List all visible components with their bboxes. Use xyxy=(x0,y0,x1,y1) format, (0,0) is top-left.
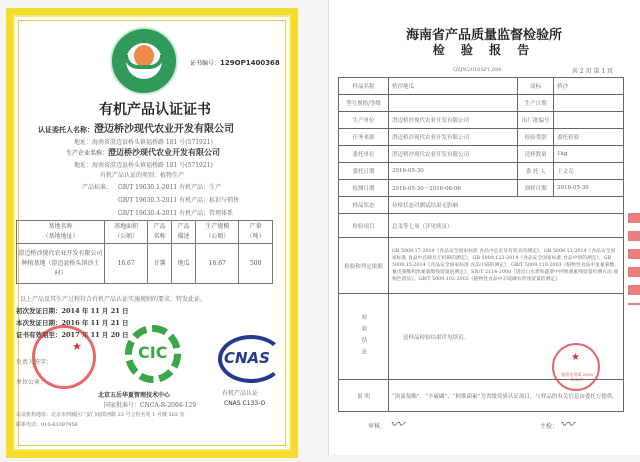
table-header: 产品 名称 xyxy=(148,221,172,244)
row-value: 澄迈桥沙现代农业开发有限公司 xyxy=(389,146,518,163)
row-label: 检验类别 xyxy=(518,129,554,146)
star-icon: ★ xyxy=(571,352,580,363)
table-header: 基地面积 （公顷） xyxy=(105,221,148,244)
row-label: 委托单位 xyxy=(339,146,389,163)
reviewer-signature: 〰 xyxy=(390,417,404,433)
row-label: 到样日期 xyxy=(518,180,554,197)
row-value: 2016-05-30 xyxy=(389,163,518,180)
table-header: 生产规模 （公顷） xyxy=(196,221,239,244)
this-issue-date: 本次发证日期：2016 年 11 月 21 日 xyxy=(16,319,129,327)
row-label: 委托日期 xyxy=(339,163,389,180)
standard: GB/T 19630.3-2011 有机产品：标识与销售 xyxy=(118,197,240,204)
cic-logo-text: CIC xyxy=(138,343,168,362)
row-value: 澄迈桥沙现代农业开发有限公司 xyxy=(389,129,518,146)
standard-label: 产品标准： xyxy=(82,184,113,191)
address-2: 地址：海南省澄迈县桥头镇福桥路 181 号(571921) xyxy=(74,162,213,169)
valid-until: 证书有效期至：2017 年 11 月 20 日 xyxy=(16,331,129,339)
star-icon: ★ xyxy=(72,340,82,353)
statement: 以上产品及其生产过程符合有机产品认证实施规则的要求，特发此证。 xyxy=(20,296,207,303)
items-value: 总汞等七项（详见续页） xyxy=(389,214,624,238)
report-org: 海南省产品质量监督检验所 xyxy=(405,28,562,43)
standard: GB/T 19630.1-2011 有机产品：生产 xyxy=(118,184,222,191)
row-label: 送样数量 xyxy=(518,146,554,163)
approver-signature: 〰 xyxy=(560,417,574,433)
table-cell: 地瓜 xyxy=(172,244,196,284)
cert-number xyxy=(190,58,280,67)
row-value: 委托检验 xyxy=(554,129,624,146)
inspection-seal xyxy=(552,343,600,391)
cnas-no: CNAS C133-O xyxy=(224,400,266,407)
approver-label: 主检： xyxy=(540,423,559,430)
cert-title: 有机产品认证证书 xyxy=(99,102,211,118)
row-label: 任务来源 xyxy=(339,129,389,146)
page-indicator: 共 2 页 第 1 页 xyxy=(572,68,614,75)
client-name: 澄迈桥沙现代农业开发有限公司 xyxy=(94,124,234,135)
report-no: QZJW2016SP1,086 xyxy=(453,67,502,73)
row-label: 生产单位 xyxy=(339,112,389,129)
client xyxy=(38,120,234,135)
table-cell: 16.67 xyxy=(105,244,148,284)
note-value: “溴氰菊酯”、“辛硫磷”、“阿维菌素”为省级资质认证项目，与样品的有关信息由委托方提供。 xyxy=(389,380,624,412)
row-value: 桥沙 xyxy=(554,78,624,95)
row-value: 1kg xyxy=(554,146,624,163)
conclusion-label: 检验结论 xyxy=(339,294,389,380)
basis-value: GB 5009.17-2014《食品安全国家标准 食品中总汞及有机汞的测定》，GB 5009.11-2014《食品安全国家标准 食品中总砷及无机砷的测定》，GB 5009.123-2014《食品安全国家标准 食品中铬的测定》，GB 5009.15-2014《食品安全国家标准 食品中镉的测定》，GB/T 5009.110-2003《植物性食品中氯氰菊酯、氰戊菊酯和溴氰菊酯残留量的测定》，SN/T 2114-2008《进出口水果和蔬菜中阿维菌素残留量检测方法 液相色谱法》，GB/T 5009.102-2003《植物性食品中辛硫磷农药残留量的测定》 xyxy=(389,238,624,294)
category: 有机产品认证的类别：植物生产 xyxy=(100,172,185,179)
row-label: 出厂批编号 xyxy=(518,112,554,129)
state-label: 样品状态 xyxy=(339,197,389,214)
cnas-logo-text: CNAS xyxy=(224,349,270,367)
row-label: 型号规格/等级 xyxy=(339,95,389,112)
producer-name: 澄迈桥沙现代农业开发有限公司 xyxy=(108,147,221,157)
cnas-label: 有机产品认证 xyxy=(222,390,259,397)
report-row xyxy=(339,163,624,180)
address-1: 地址：海南省澄迈县桥头镇福桥路 181 号(571921) xyxy=(74,139,213,146)
producer xyxy=(66,147,220,158)
table-header: 基地名称 （基地地址） xyxy=(17,221,105,244)
items-label: 检验项目 xyxy=(339,214,389,238)
base-table xyxy=(16,220,273,284)
table-cell: 澄迈桥沙现代农业开发有限公司种植基地（澄迈县桥头镇沙土村） xyxy=(17,244,105,284)
row-value: 桥沙地瓜 xyxy=(389,78,518,95)
row-value: 2016-05-30～2016-06-06 xyxy=(389,180,518,197)
red-seal xyxy=(32,325,96,389)
reviewer-label: 审核： xyxy=(368,423,387,430)
cic-logo xyxy=(125,325,181,383)
seam-stamp xyxy=(628,205,640,305)
center-name: 北京五岳华夏管理技术中心 xyxy=(98,392,171,399)
seal-text: 检验专用章 2016年06月 xyxy=(561,372,593,382)
note-label: 说 明 xyxy=(339,380,389,412)
first-issue-date: 初次发证日期：2014 年 11 月 21 日 xyxy=(16,307,129,315)
report-row xyxy=(339,78,624,95)
report-title: 检 验 报 告 xyxy=(432,43,536,57)
row-value: 2016-05-30 xyxy=(554,180,624,197)
report-row xyxy=(339,129,624,146)
cnas-logo xyxy=(218,335,284,383)
row-value: 王文克 xyxy=(554,163,624,180)
org-address: 认证机构地址：北京市西城区广安门南滨河路 23 号立恒名苑 1 号楼 502 室 xyxy=(16,412,185,418)
basis-label: 检验和判定依据 xyxy=(339,238,389,294)
row-label: 商标 xyxy=(518,78,554,95)
state-value: 待检状态对测试结果无影响 xyxy=(389,197,624,214)
client-label: 认证委托人名称： xyxy=(38,125,94,134)
row-label: 样品名称 xyxy=(339,78,389,95)
standard: GB/T 19630.4-2011 有机产品：管理体系 xyxy=(118,210,234,217)
row-label: 委 托 人 xyxy=(518,163,554,180)
report-row xyxy=(339,180,624,197)
phone: 联系电话：010-63397958 xyxy=(16,422,78,428)
table-header: 产量 （吨） xyxy=(239,221,273,244)
row-label: 检测日期 xyxy=(339,180,389,197)
report-row xyxy=(339,112,624,129)
seal-label: 单位公章： xyxy=(16,379,47,386)
row-value: 澄迈桥沙现代农业开发有限公司 xyxy=(389,112,518,129)
row-value xyxy=(389,95,518,112)
cert-no-label: 证书编号： xyxy=(190,60,221,67)
report-row xyxy=(339,146,624,163)
row-value xyxy=(554,112,624,129)
row-value xyxy=(554,95,624,112)
approval-no: 国家批准号：CNCA-R-2004-129 xyxy=(104,402,197,409)
report-row xyxy=(339,95,624,112)
table-cell: 16.67 xyxy=(196,244,239,284)
organic-logo xyxy=(110,27,178,95)
signer-label: 负责人签字： xyxy=(16,359,53,366)
cert-no: 129OP1400368 xyxy=(220,59,280,67)
row-label: 生产日期 xyxy=(518,95,554,112)
table-cell: 500 xyxy=(239,244,273,284)
conclusion-value: 送样品检验结果详见续页。 xyxy=(389,294,624,380)
table-header: 产品 描述 xyxy=(172,221,196,244)
producer-label: 生产企业名称： xyxy=(66,150,109,157)
table-cell: 甘薯 xyxy=(148,244,172,284)
